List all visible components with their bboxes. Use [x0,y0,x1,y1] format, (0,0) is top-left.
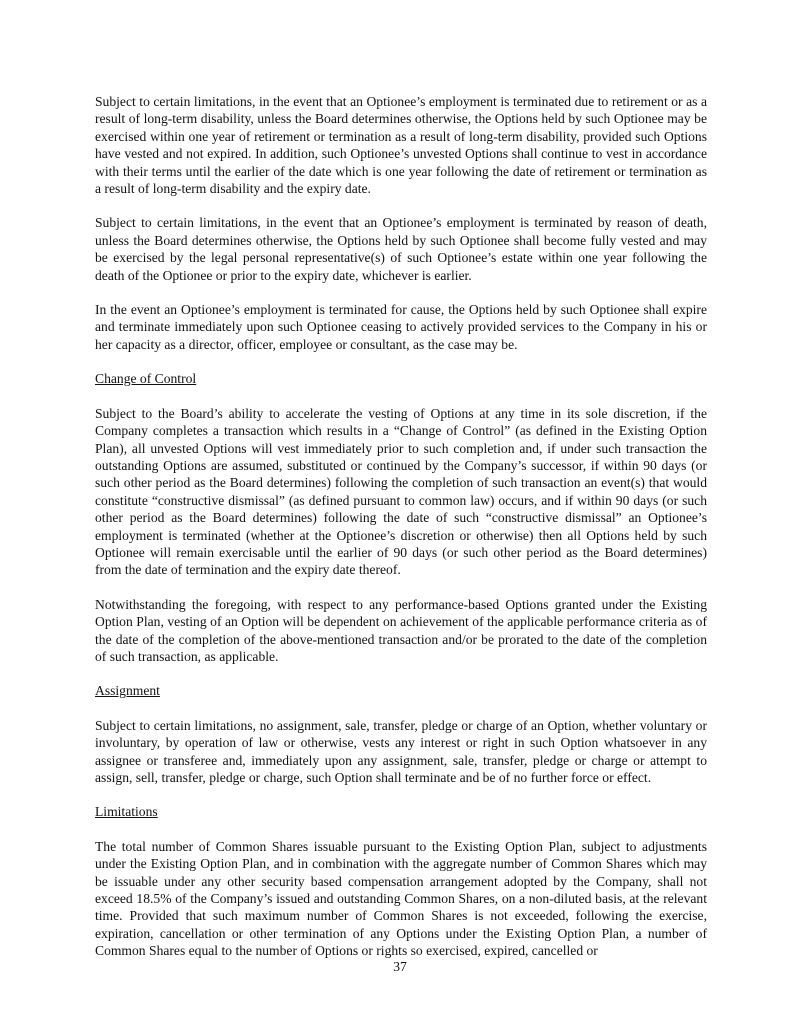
change-of-control-paragraph-2: Notwithstanding the foregoing, with respect to any performance-based Options granted under the Existing Option Plan, vesting of an Option will be dependent on achievement of the applicable performance criteria as of the date of the completion of the above-mentioned transaction and/or be prorated to the date of the completion of such transaction, as applicable. [95,596,707,664]
limitations-paragraph: The total number of Common Shares issuable pursuant to the Existing Option Plan, subject to adjustments under the Existing Option Plan, and in combination with the aggregate number of Common Shares which may be issuable under any other security based compensation arrangement adopted by the Company, shall not exceed 18.5% of the Company’s issued and outstanding Common Shares, on a non-diluted basis, at the relevant time. Provided that such maximum number of Common Shares is not exceeded, following the exercise, expiration, cancellation or other termination of any Options under the Existing Option Plan, a number of Common Shares equal to the number of Options or rights so exercised, expired, cancelled or [95,838,707,959]
change-of-control-heading: Change of Control [95,371,197,387]
document-page [95,93,707,977]
cause-paragraph: In the event an Optionee’s employment is terminated for cause, the Options held by such Optionee shall expire and terminate immediately upon such Optionee ceasing to actively provided services to the Company in his or her capacity as a director, officer, employee or consultant, as the case may be. [95,302,707,352]
death-paragraph: Subject to certain limitations, in the event that an Optionee’s employment is terminated by reason of death, unless the Board determines otherwise, the Options held by such Optionee shall become fully vested and may be exercised by the legal personal representative(s) of such Optionee’s estate within one year following the death of the Optionee or prior to the expiry date, whichever is earlier. [95,215,707,283]
limitations-heading: Limitations [95,804,158,820]
page-number: 37 [393,959,407,974]
retirement-paragraph: Subject to certain limitations, in the event that an Optionee’s employment is terminated due to retirement or as a result of long-term disability, unless the Board determines otherwise, the Options held by such Optionee may be exercised within one year of retirement or termination as a result of long-term disability, provided such Options have vested and not expired. In addition, such Optionee’s unvested Options shall continue to vest in accordance with their terms until the earlier of the date which is one year following the date of retirement or termination as a result of long-term disability and the expiry date. [95,94,707,197]
assignment-heading: Assignment [95,683,160,699]
assignment-paragraph: Subject to certain limitations, no assignment, sale, transfer, pledge or charge of an Option, whether voluntary or involuntary, by operation of law or otherwise, vests any interest or right in such Option whatsoever in any assignee or transferee and, immediately upon any assignment, sale, transfer, pledge or charge or attempt to assign, sell, transfer, pledge or charge, such Option shall terminate and be of no further force or effect. [95,717,707,785]
change-of-control-paragraph-1: Subject to the Board’s ability to accelerate the vesting of Options at any time in its sole discretion, if the Company completes a transaction which results in a “Change of Control” (as defined in the Existing Option Plan), all unvested Options will vest immediately prior to such completion and, if under such transaction the outstanding Options are assumed, substituted or continued by the Company’s successor, if within 90 days (or such other period as the Board determines) following the completion of such transaction an event(s) that would constitute “constructive dismissal” (as defined pursuant to common law) occurs, and if within 90 days (or such other period as the Board determines) following the date of such “constructive dismissal” an Optionee’s employment is terminated (whether at the Optionee’s discretion or otherwise) then all Options held by such Optionee will remain exercisable until the earlier of 90 days (or such other period as the Board determines) from the date of termination and the expiry date thereof. [95,405,707,578]
